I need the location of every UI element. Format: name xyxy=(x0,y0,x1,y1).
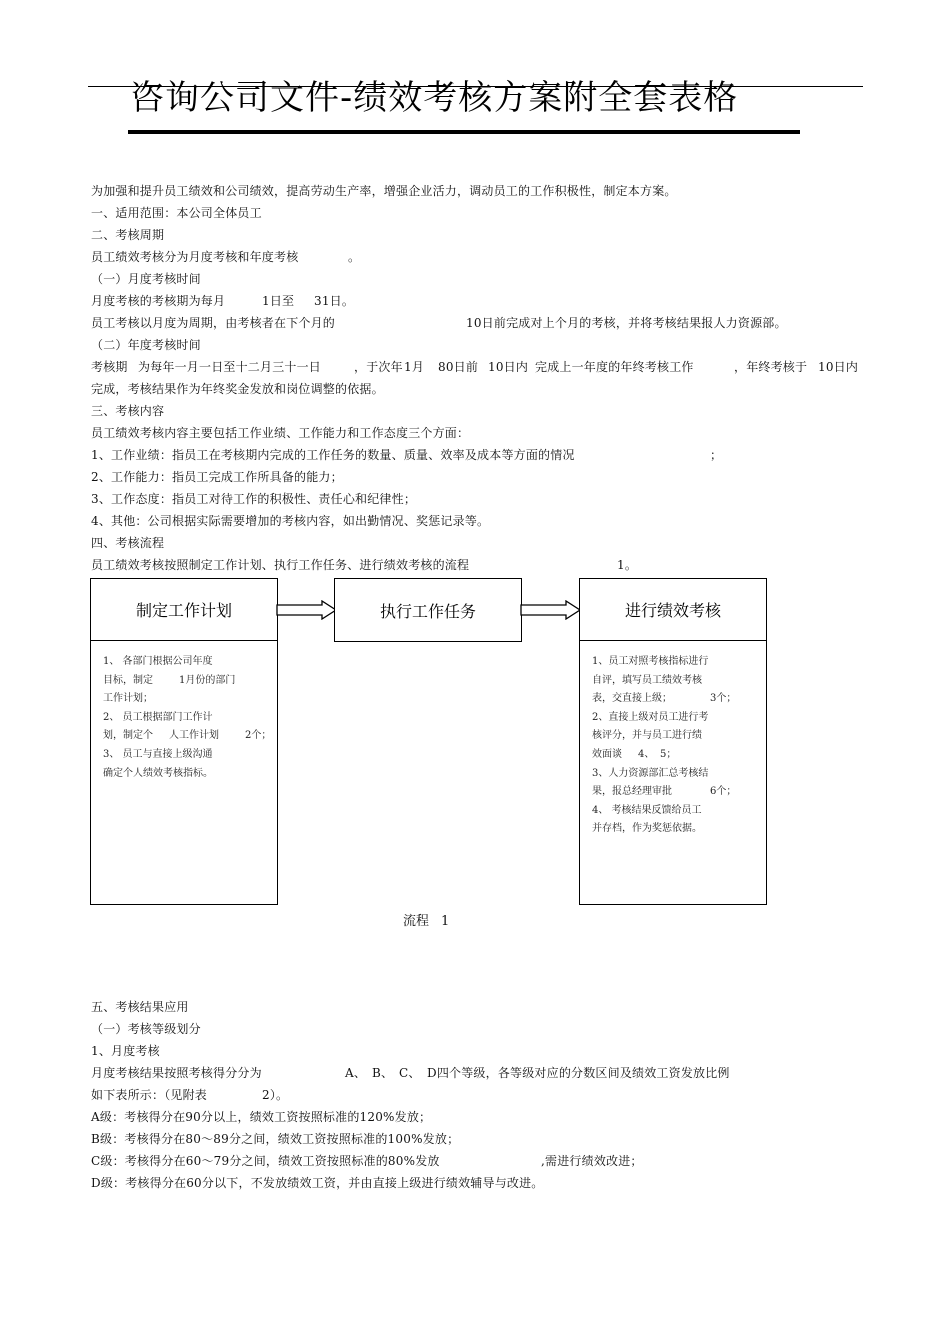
body-text: 1。 xyxy=(617,558,638,572)
body-text: 1日至 xyxy=(262,294,295,308)
flow-note-text: 果，报总经理审批 xyxy=(592,786,672,798)
flow-box-notes xyxy=(580,653,766,839)
body-text: 四、考核流程 xyxy=(91,536,165,550)
flow-note-text: 确定个人绩效考核指标。 xyxy=(103,767,213,779)
body-text: 月度考核的考核期为每月 xyxy=(91,294,226,308)
body-text: ； xyxy=(710,448,723,462)
body-text: 完成上一年度的年终考核工作 xyxy=(535,360,694,374)
figure-caption-label: 流程 xyxy=(403,914,430,929)
body-text: 2）。 xyxy=(262,1088,289,1102)
flow-note-line xyxy=(580,746,766,765)
flow-note-text: 表，交直接上级； xyxy=(592,693,672,705)
flow-note-line xyxy=(91,672,277,691)
flow-note-line xyxy=(580,653,766,672)
body-text: D四个等级，各等级对应的分数区间及绩效工资发放比例 xyxy=(427,1066,730,1080)
flow-note-text: 核评分，并与员工进行绩 xyxy=(592,730,702,742)
body-text: 31日。 xyxy=(314,294,355,308)
body-text: 10日前完成对上个月的考核，并将考核结果报人力资源部。 xyxy=(466,316,787,330)
body-text: B、 xyxy=(372,1066,394,1080)
body-text: 为加强和提升员工绩效和公司绩效，提高劳动生产率，增强企业活力，调动员工的工作积极性，制定本方案。 xyxy=(91,184,677,198)
flow-note-text: 1、员工对照考核指标进行 xyxy=(592,656,709,667)
body-text: C级：考核得分在60～79分之间，绩效工资按照标准的80%发放 xyxy=(91,1154,440,1168)
body-text: 1、工作业绩：指员工在考核期内完成的工作任务的数量、质量、效率及成本等方面的情况 xyxy=(91,448,575,462)
flow-note-line xyxy=(91,746,277,765)
body-text: 1月 xyxy=(404,360,425,374)
body-text: 完成，考核结果作为年终奖金发放和岗位调整的依据。 xyxy=(91,382,384,396)
flow-note-line xyxy=(580,802,766,821)
flow-note-text: 3、 员工与直接上级沟通 xyxy=(103,748,213,760)
flow-note-text: 4、 考核结果反馈给员工 xyxy=(592,804,702,816)
flow-note-text: 6个； xyxy=(710,786,737,798)
body-text: 员工考核以月度为周期，由考核者在下个月的 xyxy=(91,316,336,330)
body-text: 员工绩效考核内容主要包括工作业绩、工作能力和工作态度三个方面： xyxy=(91,426,470,440)
flow-box-title: 制定工作计划 xyxy=(91,579,277,641)
flow-box-title: 执行工作任务 xyxy=(379,601,476,621)
flow-note-text: 工作计划； xyxy=(103,693,153,705)
body-text: 三、考核内容 xyxy=(91,404,165,418)
flow-note-line xyxy=(580,727,766,746)
flow-note-line xyxy=(580,709,766,728)
body-text: 员工绩效考核分为月度考核和年度考核 xyxy=(91,250,299,264)
flow-note-text: 并存档，作为奖惩依据。 xyxy=(592,823,702,835)
flow-note-text: 目标，制定 xyxy=(103,674,153,686)
flow-note-line xyxy=(91,727,277,746)
flow-box-title: 进行绩效考核 xyxy=(580,579,766,641)
body-text: 考核期 xyxy=(91,360,128,374)
document-title: 咨询公司文件-绩效考核方案附全套表格 xyxy=(130,78,739,118)
flow-note-line xyxy=(580,765,766,784)
figure-caption-number: 1 xyxy=(441,914,450,929)
body-text: 4、其他：公司根据实际需要增加的考核内容，如出勤情况、奖惩记录等。 xyxy=(91,514,490,528)
title-underline xyxy=(128,130,800,134)
flow-note-text: 5； xyxy=(660,748,677,760)
body-text: 80日前 xyxy=(438,360,479,374)
flow-note-line xyxy=(91,765,277,784)
flow-note-text: 2个； xyxy=(245,730,272,742)
flow-box-execute-task xyxy=(334,578,522,642)
body-text: 2、工作能力：指员工完成工作所具备的能力； xyxy=(91,470,343,484)
flow-box-notes xyxy=(91,653,277,783)
body-text: A、 xyxy=(345,1066,367,1080)
body-text: B级：考核得分在80～89分之间，绩效工资按照标准的100%发放； xyxy=(91,1132,460,1146)
body-text: D级：考核得分在60分以下，不发放绩效工资，并由直接上级进行绩效辅导与改进。 xyxy=(91,1176,544,1190)
body-text: 3、工作态度：指员工对待工作的积极性、责任心和纪律性； xyxy=(91,492,417,506)
flow-arrow-1 xyxy=(276,600,338,620)
flow-note-line xyxy=(91,709,277,728)
flow-note-text: 1月份的部门 xyxy=(179,674,236,686)
body-text: 10日内 xyxy=(488,360,529,374)
body-text: ，年终考核于 xyxy=(734,360,808,374)
body-text: 月度考核结果按照考核得分分为 xyxy=(91,1066,262,1080)
body-text: 五、考核结果应用 xyxy=(91,1000,189,1014)
body-text: A级：考核得分在90分以上，绩效工资按照标准的120%发放； xyxy=(91,1110,432,1124)
flow-note-text: 2、 员工根据部门工作计 xyxy=(103,711,213,723)
body-text: ,需进行绩效改进； xyxy=(541,1154,643,1168)
flow-note-text: 3、人力资源部汇总考核结 xyxy=(592,767,709,779)
flow-note-line xyxy=(580,820,766,839)
body-text: 如下表所示：（见附表 xyxy=(91,1088,208,1102)
flow-note-text: 1、 各部门根据公司年度 xyxy=(103,656,213,667)
flow-note-line xyxy=(91,653,277,672)
body-text: 员工绩效考核按照制定工作计划、执行工作任务、进行绩效考核的流程 xyxy=(91,558,470,572)
body-text: 一、适用范围：本公司全体员工 xyxy=(91,206,262,220)
flow-note-text: 3个； xyxy=(710,693,737,705)
flow-note-text: 2、直接上级对员工进行考 xyxy=(592,711,709,723)
body-text: （一）月度考核时间 xyxy=(91,272,201,286)
flow-note-text: 4、 xyxy=(638,748,655,760)
flow-note-line xyxy=(580,690,766,709)
body-text: 10日内 xyxy=(818,360,859,374)
flow-note-text: 自评，填写员工绩效考核 xyxy=(592,674,702,686)
flow-note-text: 效面谈 xyxy=(592,748,622,760)
body-text: ，于次年 xyxy=(354,360,403,374)
body-text: 。 xyxy=(348,250,361,264)
body-text: 为每年一月一日至十二月三十一日 xyxy=(138,360,322,374)
flow-note-line xyxy=(580,783,766,802)
flow-arrow-2 xyxy=(520,600,582,620)
flow-note-text: 划，制定个 xyxy=(103,730,153,742)
body-text: 二、考核周期 xyxy=(91,228,165,242)
flow-note-line xyxy=(91,690,277,709)
body-text: 1、月度考核 xyxy=(91,1044,160,1058)
body-text: （一）考核等级划分 xyxy=(91,1022,201,1036)
body-text: C、 xyxy=(399,1066,421,1080)
flow-box-performance-review xyxy=(579,578,767,905)
flow-box-make-plan xyxy=(90,578,278,905)
flow-note-line xyxy=(580,672,766,691)
body-text: （二）年度考核时间 xyxy=(91,338,201,352)
flow-note-text: 人工作计划 xyxy=(169,730,219,742)
